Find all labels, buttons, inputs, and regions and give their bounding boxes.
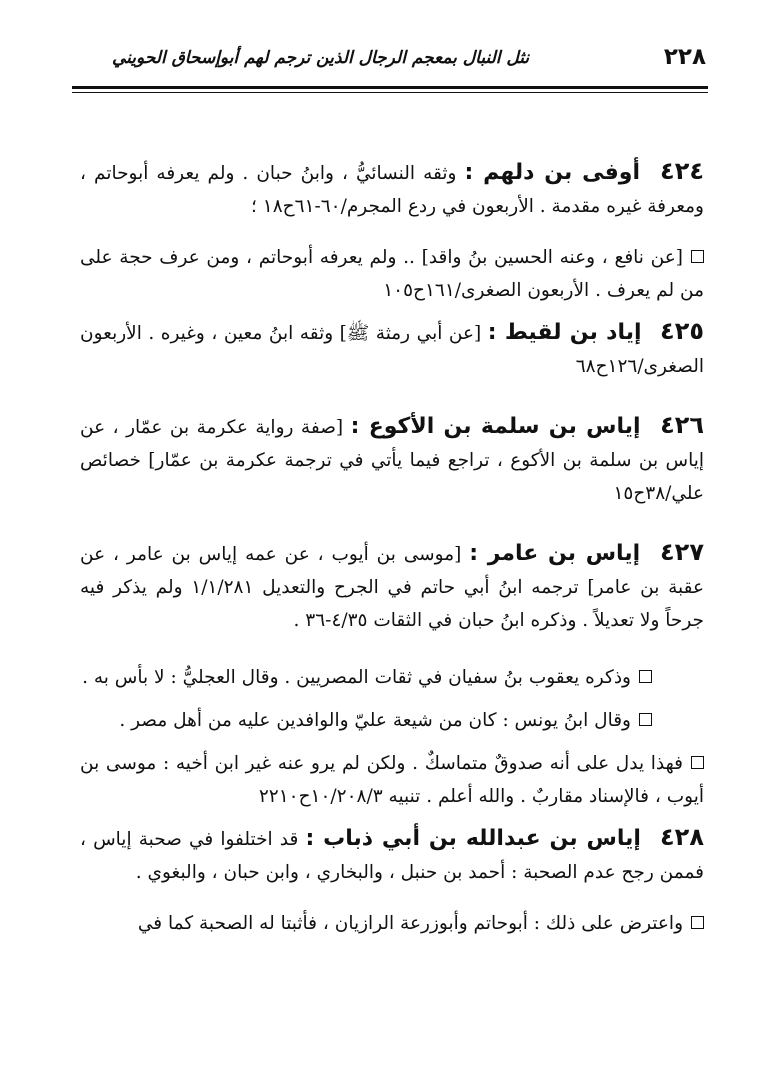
narrator-name: إياس بن عبدالله بن أبي ذباب : [305, 826, 641, 851]
header-rule-thin [72, 92, 708, 93]
entry-427 [80, 536, 704, 637]
entry-number: ٤٢٥ [660, 317, 704, 345]
entry-number: ٤٢٦ [660, 411, 705, 439]
note-bullet-icon [639, 713, 652, 726]
entry-424 [80, 155, 704, 223]
narrator-name: أوفى بن دلهم : [464, 160, 640, 185]
note-text: [عن نافع ، وعنه الحسين بنُ واقد] .. ولم يعرفه أبوحاتم ، ومن عرف حجة على من لم يعرف . الأربعون الصغرى/١٦١ح١٠٥ [80, 247, 704, 301]
narrator-name: إياس بن عامر : [469, 541, 641, 566]
entry-number: ٤٢٨ [660, 823, 704, 851]
narrator-name: إياس بن سلمة بن الأكوع : [350, 414, 641, 439]
note-bullet-icon [691, 250, 704, 263]
note-text: فهذا يدل على أنه صدوقٌ متماسكٌ . ولكن لم يرو عنه غير ابن أخيه : موسى بن أيوب ، فالإسناد مقاربٌ . والله أعلم . تنبيه ١٠/٢٠٨/٣ح٢٢١٠ [80, 753, 704, 807]
note-bullet-icon [691, 756, 704, 769]
note-text: وقال ابنُ يونس : كان من شيعة عليّ والوافدين عليه من أهل مصر . [119, 710, 631, 731]
entry-text: [موسى بن أيوب ، عن عمه إياس بن عامر ، عن عقبة بن عامر] ترجمه ابنُ أبي حاتم في الجرح والتعديل ١/١/٢٨١ ولم يذكر فيه جرحاً ولا تعديلاً . وذكره ابنُ حبان في الثقات ٤/٣٥-٣٦ . [80, 544, 704, 631]
entry-note [80, 241, 704, 307]
page-number: ٢٢٨ [663, 44, 706, 70]
entry-note [80, 661, 704, 694]
entry-text: وثقه النسائيُّ ، وابنُ حبان . ولم يعرفه أبوحاتم ، ومعرفة غيره مقدمة . الأربعون في ردع المجرم/٦٠-٦١ح١٨ ؛ [80, 163, 704, 217]
note-text: وذكره يعقوب بنُ سفيان في ثقات المصريين . وقال العجليُّ : لا بأس به . [82, 667, 631, 688]
page-content [80, 155, 704, 940]
narrator-name: إياد بن لقيط : [487, 320, 642, 345]
entry-425 [80, 315, 704, 383]
note-bullet-icon [691, 916, 704, 929]
header-rule-thick [72, 86, 708, 89]
note-bullet-icon [639, 670, 652, 683]
entry-note [80, 747, 704, 813]
entry-text: قد اختلفوا في صحبة إياس ، فممن رجح عدم الصحبة : أحمد بن حنبل ، والبخاري ، وابن حبان ، والبغوي . [80, 829, 704, 883]
entry-text: [صفة رواية عكرمة بن عمّار ، عن إياس بن سلمة بن الأكوع ، تراجع فيما يأتي في ترجمة عكرمة بن عمّار] خصائص علي/٣٨ح١٥ [80, 417, 704, 504]
running-title: نثل النبال بمعجم الرجال الذين ترجم لهم أبوإسحاق الحويني [112, 48, 530, 68]
entry-428 [80, 821, 704, 889]
page-header [82, 42, 706, 82]
entry-text: [عن أبي رمثة ﷺ] وثقه ابنُ معين ، وغيره . الأربعون الصغرى/١٢٦ح٦٨ [80, 323, 704, 377]
entry-426 [80, 409, 704, 510]
entry-number: ٤٢٤ [660, 157, 704, 185]
note-text: واعترض على ذلك : أبوحاتم وأبوزرعة الرازيان ، فأثبتا له الصحبة كما في [137, 913, 683, 934]
entry-note [80, 907, 704, 940]
entry-number: ٤٢٧ [660, 538, 704, 566]
entry-note [80, 704, 704, 737]
